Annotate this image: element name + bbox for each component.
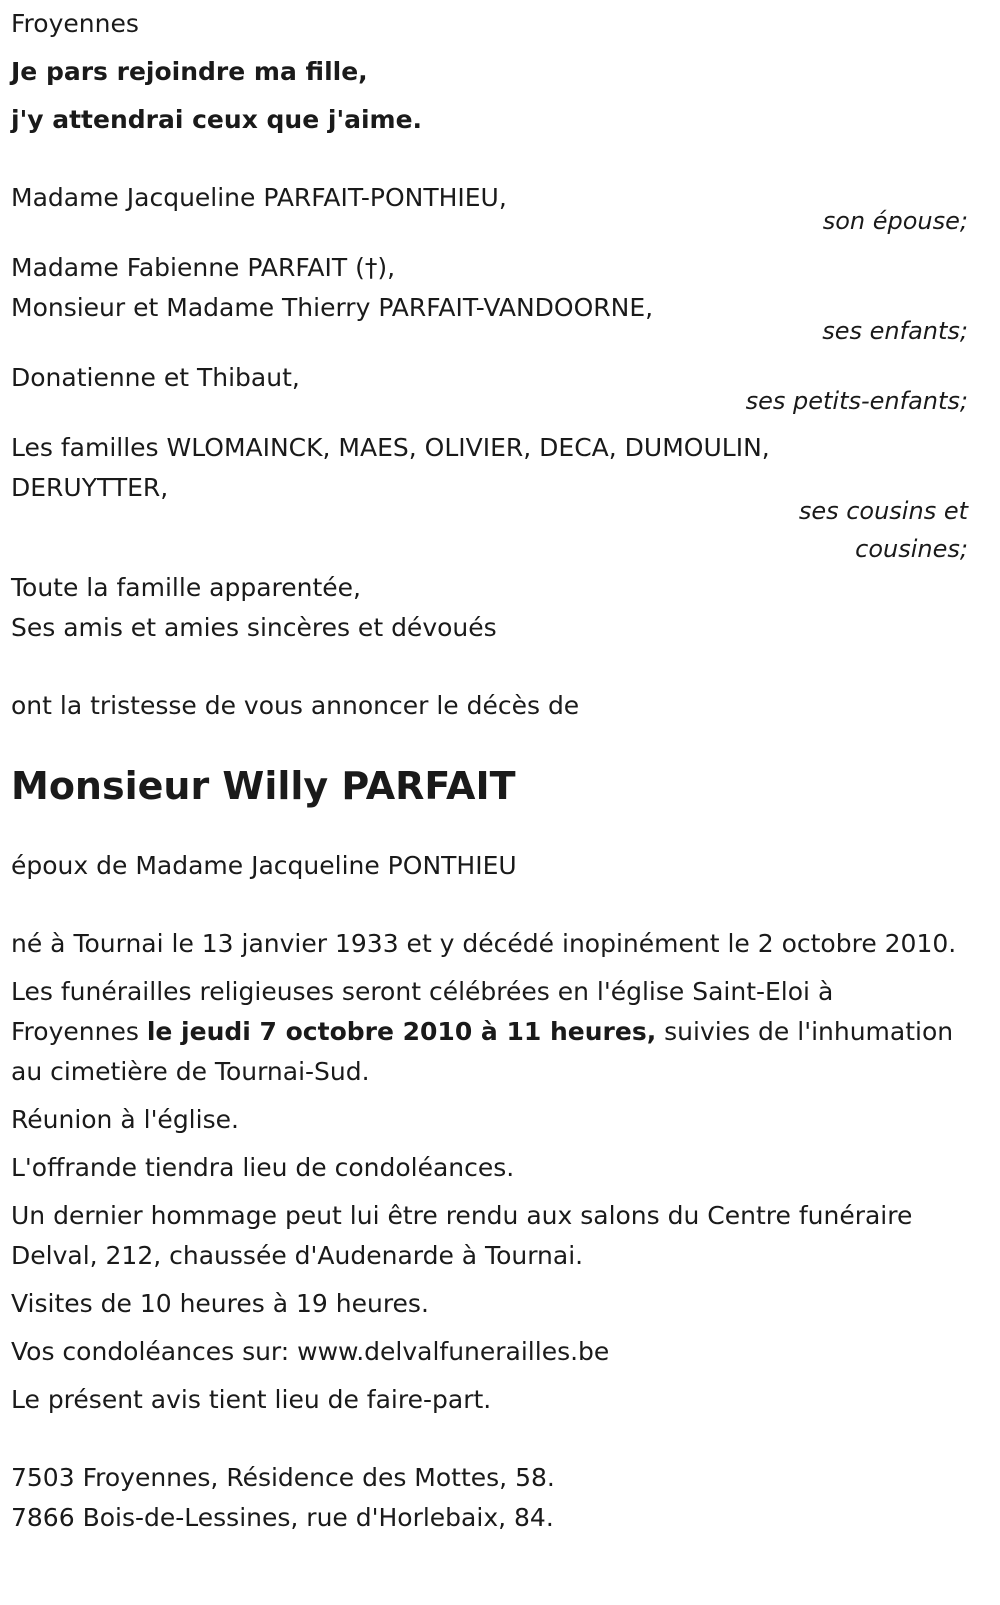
family-name: Monsieur et Madame Thierry PARFAIT-VANDOORNE, [11, 293, 654, 322]
funeral-text [11, 972, 968, 1092]
note-visites: Visites de 10 heures à 19 heures. [11, 1289, 429, 1318]
family-name: Donatienne et Thibaut, [11, 363, 300, 392]
family-relation: son épouse; [822, 207, 968, 235]
family-group-cousins [11, 428, 968, 568]
others-line-1: Toute la famille apparentée, [11, 573, 361, 602]
note-faire-part: Le présent avis tient lieu de faire-part. [11, 1385, 492, 1414]
note-reunion: Réunion à l'église. [11, 1105, 239, 1134]
spouse-line: époux de Madame Jacqueline PONTHIEU [11, 851, 517, 880]
family-name: DERUYTTER, [11, 473, 169, 502]
funeral-text-before: Les funérailles religieuses seront célébrées en l'église Saint-Eloi à Froyennes [11, 977, 834, 1046]
family-relation-line: cousines; [855, 535, 968, 563]
address-line-2: 7866 Bois-de-Lessines, rue d'Horlebaix, 84. [11, 1503, 554, 1532]
family-group-children [11, 248, 968, 350]
family-name: Madame Fabienne PARFAIT (†), [11, 253, 396, 282]
funeral-text-after: suivies de l'inhumation au cimetière de Tournai-Sud. [11, 1017, 954, 1086]
deceased-name: Monsieur Willy PARFAIT [11, 764, 516, 808]
family-name: Les familles WLOMAINCK, MAES, OLIVIER, DECA, DUMOULIN, [11, 433, 770, 462]
family-relation-line: ses cousins et [798, 497, 968, 525]
address-line-1: 7503 Froyennes, Résidence des Mottes, 58. [11, 1463, 555, 1492]
family-relation: ses enfants; [822, 317, 968, 345]
others-line-2: Ses amis et amies sincères et dévoués [11, 613, 497, 642]
family-group-grandchildren [11, 358, 968, 420]
family-group-spouse [11, 178, 968, 240]
note-condoleances: Vos condoléances sur: www.delvalfunerailles.be [11, 1337, 610, 1366]
header-place: Froyennes [11, 9, 139, 38]
quote-line-1: Je pars rejoindre ma fille, [11, 57, 368, 86]
birth-death-text: né à Tournai le 13 janvier 1933 et y décédé inopinément le 2 octobre 2010. [11, 929, 957, 958]
funeral-date: le jeudi 7 octobre 2010 à 11 heures, [146, 1017, 657, 1046]
note-offrande: L'offrande tiendra lieu de condoléances. [11, 1153, 515, 1182]
note-hommage: Un dernier hommage peut lui être rendu aux salons du Centre funéraire Delval, 212, chaussée d'Audenarde à Tournai. [11, 1201, 913, 1270]
announcement: ont la tristesse de vous annoncer le décès de [11, 691, 580, 720]
family-name: Madame Jacqueline PARFAIT-PONTHIEU, [11, 183, 507, 212]
family-relation: ses petits-enfants; [745, 387, 968, 415]
quote-line-2: j'y attendrai ceux que j'aime. [11, 105, 423, 134]
